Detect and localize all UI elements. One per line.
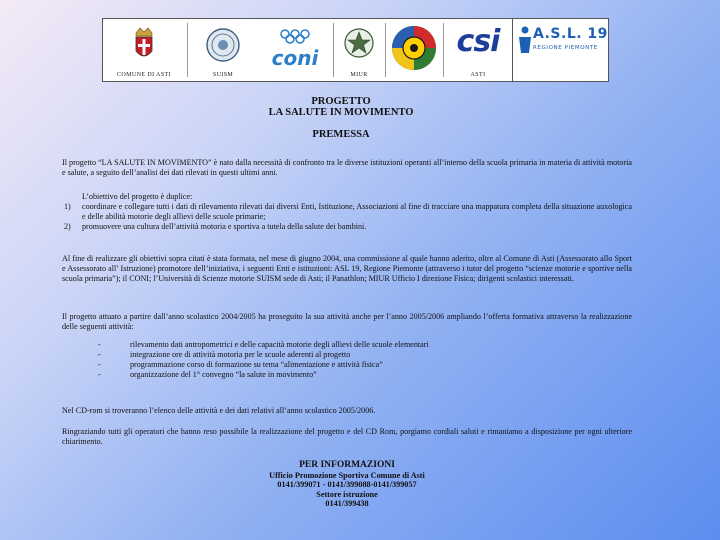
activities-block [62, 312, 632, 381]
intro-paragraph-block [62, 158, 632, 178]
miur-emblem-icon [335, 19, 383, 69]
comune-asti-crest-icon [103, 19, 185, 69]
contact-phones: 0141/399071 - 0141/399088-0141/399057 [277, 480, 417, 490]
asti-caption: ASTI [470, 72, 486, 78]
intro-paragraph: Il progetto “LA SALUTE IN MOVIMENTO” è nato dalla necessità di confronto tra le diverse istituzioni operanti all’interno della scuola primaria in materia di attività motoria e salute, a seguito dell’analisi dei dati rilevati in questi ultimi anni. [62, 158, 632, 178]
logo-strip [102, 18, 514, 82]
commission-paragraph: Al fine di realizzare gli obiettivi sopra citati è stata formata, nel mese di giugno 2004, una commissione al quale hanno aderito, oltre al Comune di Asti (Assessorato allo Sport e Assessorato all’ Istruzione) promotore dell’iniziativa, i seguenti Enti e istituzioni: ASL 19, Regione Piemonte (attraverso i tutor del progetto “scienze motorie e sportive nella scuola primaria”); il CONI; l’Università di Scienze motorie SUISM sede di Asti; il Panathlon; MIUR Ufficio I direzione Fisica; dirigenti scolastici interessati. [62, 254, 632, 284]
asl-figure-icon [516, 25, 534, 55]
contact-phone-2: 0141/399438 [325, 499, 369, 509]
contact-office: Ufficio Promozione Sportiva Comune di Asti [269, 470, 425, 480]
panathlon-logo [387, 19, 441, 81]
list-item-text: programmazione corso di formazione su tema “alimentazione e attività fisica” [130, 360, 383, 370]
thanks-paragraph: Ringraziando tutti gli operatori che hanno reso possibile la realizzazione del progetto e del CD Rom, porgiamo cordiali saluti e rimaniamo a disposizione per ogni ulteriore chiarimento. [62, 427, 632, 447]
objective-text: coordinare e collegare tutti i dati di rilevamento rilevati dai diversi Enti, Istituzione, Associazioni al fine di tracciare una mappatura completa della situazione auxologica e delle abilità motorie degli allievi delle scuole primarie; [82, 202, 632, 222]
list-item-text: rilevamento dati antropometrici e delle capacità motorie degli allievi delle scuole elementari [130, 340, 429, 350]
activities-list [62, 340, 632, 380]
thanks-block [62, 427, 632, 447]
logo-divider [443, 23, 444, 77]
cdrom-paragraph: Nel CD-rom si troveranno l’elenco delle attività e dei dati relativi all’anno scolastico 2005/2006. [62, 406, 376, 415]
miur-logo [335, 19, 383, 81]
asl-title: A.S.L. 19 [533, 26, 608, 42]
objectives-block [62, 192, 632, 232]
contact-info [62, 461, 632, 509]
project-label: PROGETTO [311, 96, 371, 107]
asl-logo-box [512, 18, 609, 82]
project-title: LA SALUTE IN MOVIMENTO [268, 107, 414, 118]
asl-subtitle: REGIONE PIEMONTE [533, 45, 598, 51]
miur-caption: MIUR [350, 72, 368, 78]
list-item [62, 360, 632, 370]
list-item-text: organizzazione del 1° convegno “la salute in movimento” [130, 370, 317, 380]
objective-number: 1) [64, 202, 71, 212]
coni-logo [259, 19, 331, 81]
logo-divider [385, 23, 386, 77]
suism-logo [189, 19, 257, 81]
bullet-dash: - [98, 360, 101, 370]
coni-wordmark: coni [271, 46, 319, 70]
premessa-heading: PREMESSA [312, 129, 370, 140]
list-item [62, 370, 632, 380]
objective-number: 2) [64, 222, 71, 232]
bullet-dash: - [98, 370, 101, 380]
logo-divider [333, 23, 334, 77]
csi-logo [445, 19, 511, 81]
contact-heading: PER INFORMAZIONI [299, 460, 395, 470]
bullet-dash: - [98, 350, 101, 360]
contact-sector: Settore istruzione [316, 489, 378, 499]
suism-seal-icon [189, 19, 257, 69]
comune-asti-caption: COMUNE DI ASTI [117, 72, 171, 78]
logo-divider [187, 23, 188, 77]
cdrom-block [62, 406, 632, 416]
list-item-text: integrazione ore di attività motoria per le scuole aderenti al progetto [130, 350, 351, 360]
list-item [62, 350, 632, 360]
comune-asti-logo [103, 19, 185, 81]
suism-caption: SUISM [212, 72, 234, 78]
bullet-dash: - [98, 340, 101, 350]
panathlon-emblem-icon [387, 19, 441, 81]
objective-lead: L’obiettivo del progetto è duplice: [82, 192, 193, 201]
csi-wordmark: csi [456, 24, 500, 59]
objective-text: promuovere una cultura dell’attività motoria e sportiva a tutela della salute dei bambini. [82, 222, 367, 232]
activities-intro: Il progetto attuato a partire dall’anno scolastico 2004/2005 ha proseguito la sua attività anche per l’anno 2005/2006 ampliando l’offerta formativa attraverso la realizzazione delle seguenti attività: [62, 312, 632, 332]
list-item [62, 340, 632, 350]
objective-item [62, 202, 632, 222]
document-body [62, 96, 632, 509]
commission-block [62, 254, 632, 284]
objective-item [62, 222, 632, 232]
